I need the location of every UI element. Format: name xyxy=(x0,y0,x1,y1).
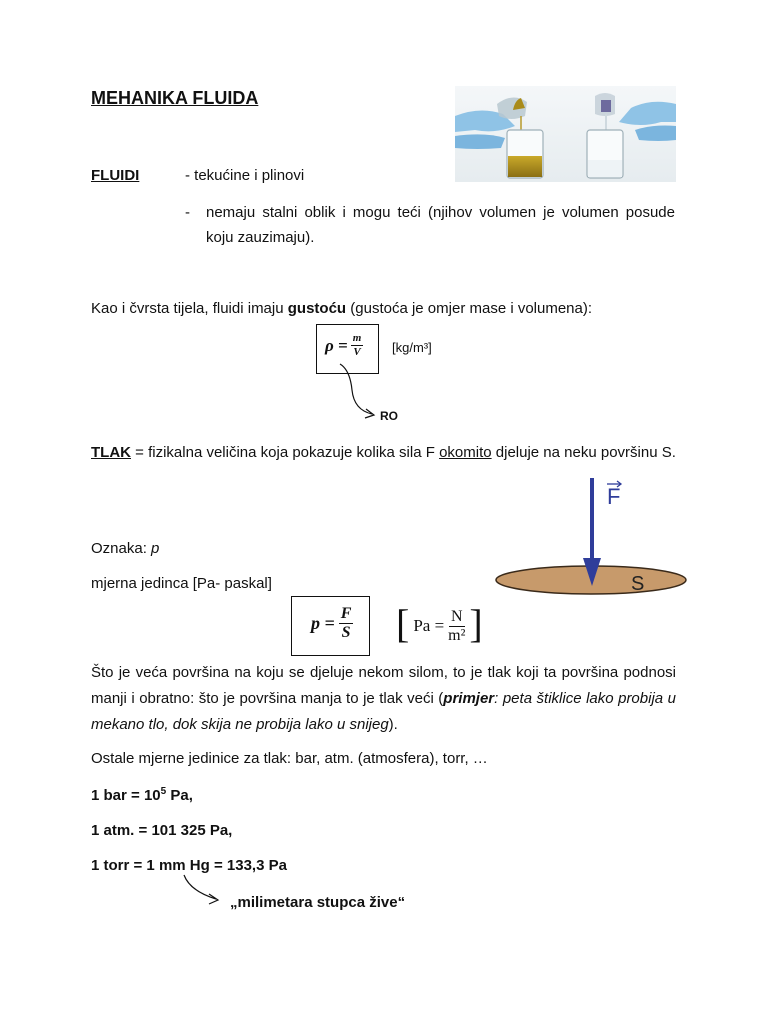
explanation-example-label: primjer xyxy=(443,690,495,707)
pressure-def-post: djeluje na neku površinu S. xyxy=(491,444,676,461)
fluids-definition-2: nemaju stalni oblik i mogu teći (njihov volumen je volumen posude koju zauzimaju). xyxy=(206,204,675,246)
pressure-unit-lhs: Pa = xyxy=(413,616,445,635)
pressure-formula xyxy=(311,606,353,641)
page-title: MEHANIKA FLUIDA xyxy=(91,88,259,108)
pressure-term: TLAK xyxy=(91,444,131,461)
pressure-formula-numerator: F xyxy=(340,605,352,622)
pressure-def-underlined: okomito xyxy=(439,444,492,461)
pressure-definition xyxy=(91,440,676,465)
unit-torr: 1 torr = 1 mm Hg = 133,3 Pa xyxy=(91,857,287,874)
density-unit: [kg/m³] xyxy=(392,340,432,355)
density-formula-lhs: ρ = xyxy=(325,335,348,355)
unit-bar-pre: 1 bar = 10 xyxy=(91,787,161,804)
density-intro-bold: gustoću xyxy=(287,300,347,317)
pressure-formula-denominator: S xyxy=(341,624,351,641)
unit-bar-post: Pa, xyxy=(166,787,193,804)
fluids-definition-1: - tekućine i plinovi xyxy=(185,167,305,184)
bullet-dash: - xyxy=(185,204,190,221)
lab-beakers-image xyxy=(455,86,676,182)
pressure-unit-denominator: m² xyxy=(448,626,466,644)
explanation-paragraph xyxy=(91,660,676,738)
curved-arrow-icon-2 xyxy=(180,873,226,907)
density-formula-denominator: V xyxy=(353,346,361,358)
density-intro xyxy=(91,300,592,317)
bracket-left-icon: [ xyxy=(396,601,410,646)
unit-atm: 1 atm. = 101 325 Pa, xyxy=(91,822,233,839)
pressure-formula-lhs: p = xyxy=(311,613,335,633)
curved-arrow-icon xyxy=(336,360,386,420)
figure-force-label: F xyxy=(607,484,621,509)
pressure-symbol-line xyxy=(91,540,159,557)
bracket-right-icon: ] xyxy=(469,601,483,646)
density-formula-numerator: m xyxy=(352,332,362,344)
explanation-post: ). xyxy=(388,716,398,733)
density-arrow-label: RO xyxy=(380,409,398,423)
other-units-intro: Ostale mjerne jedinice za tlak: bar, atm. (atmosfera), torr, … xyxy=(91,750,488,767)
density-intro-post: (gustoća je omjer mase i volumena): xyxy=(346,300,593,317)
fluids-term: FLUIDI xyxy=(91,167,140,184)
pressure-symbol: p xyxy=(151,540,160,557)
pressure-unit-line: mjerna jedinca [Pa- paskal] xyxy=(91,575,272,592)
pressure-unit-formula xyxy=(396,601,483,646)
pressure-unit-numerator: N xyxy=(451,607,463,625)
figure-surface-label: S xyxy=(631,573,645,595)
unit-bar xyxy=(91,786,193,804)
density-formula xyxy=(325,333,363,358)
unit-bar-exponent: 5 xyxy=(160,786,167,797)
density-intro-pre: Kao i čvrsta tijela, fluidi imaju xyxy=(91,300,288,317)
pressure-symbol-label: Oznaka: xyxy=(91,540,152,557)
explanation-pre: Što je veća površina na koju se djeluje nekom silom, to je tlak koji ta površina podnosi manji i obratno: što je površina manja to je tlak veći ( xyxy=(91,664,676,707)
pressure-def-pre: = fizikalna veličina koja pokazuje kolika sila F xyxy=(131,444,440,461)
force-surface-figure xyxy=(495,470,687,596)
explanation-example-text: : peta štiklice lako probija u mekano tlo, dok skija ne probija lako u snijeg xyxy=(91,690,676,733)
torr-note: „milimetara stupca žive“ xyxy=(230,894,406,911)
